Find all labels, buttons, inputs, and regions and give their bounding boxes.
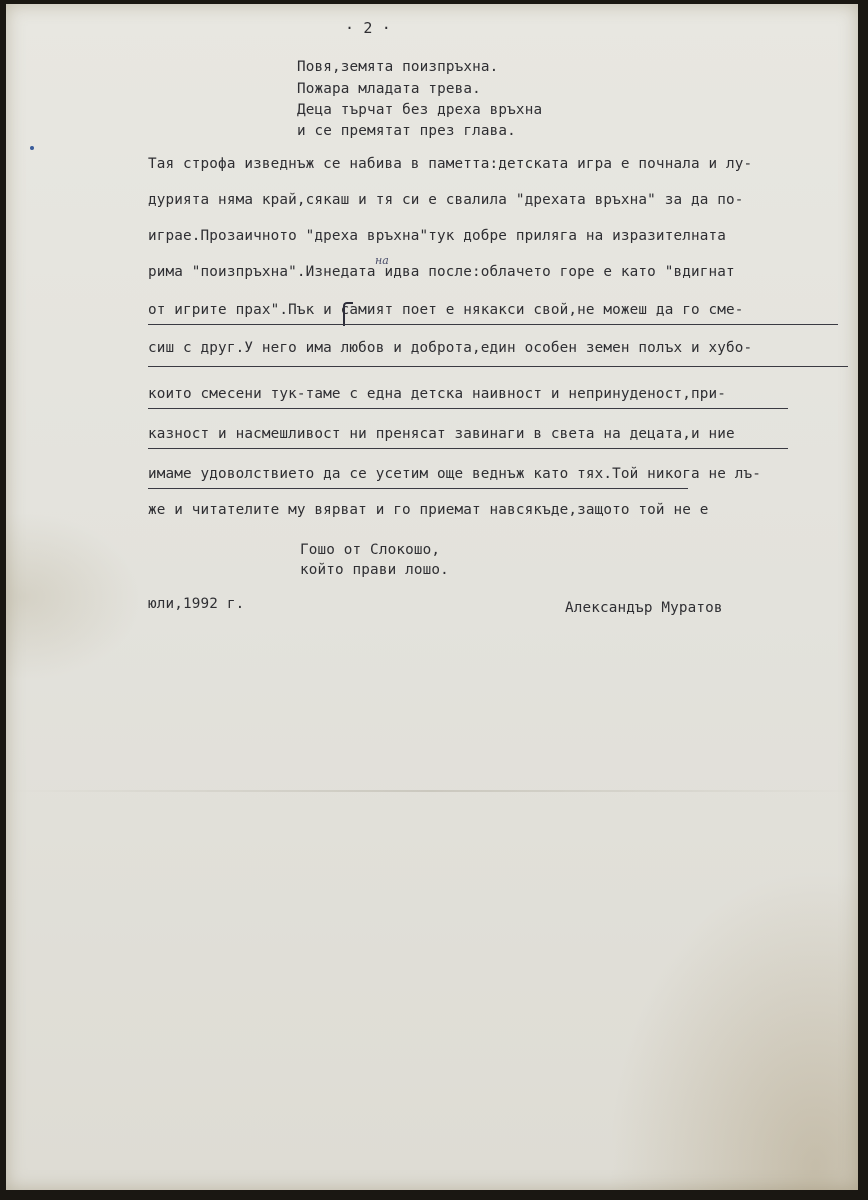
ink-dot: [30, 146, 34, 150]
underline-1: [148, 324, 838, 325]
page-number: · 2 ·: [345, 19, 391, 37]
prose-line-7: които смесени тук-таме с една детска наивност и непринуденост,при-: [148, 386, 726, 402]
prose-line-4: рима "поизпръхна".Изнедата идва после:облачето горе е като "вдигнат: [148, 264, 735, 280]
poem-line-4: и се премятат през глава.: [297, 123, 516, 139]
prose-line-8: казност и насмешливост ни пренясат завинаги в света на децата,и ние: [148, 426, 735, 442]
prose-line-9: имаме удоволствието да се усетим още веднъж като тях.Той никога не лъ-: [148, 466, 762, 482]
quote-line-2: който прави лошо.: [300, 562, 449, 578]
handwritten-insert: на: [375, 254, 389, 267]
prose-line-5: от игрите прах".Пък и самият поет е някакси свой,не можеш да го сме-: [148, 302, 744, 318]
prose-line-6: сиш с друг.У него има любов и доброта,един особен земен полъх и хубо-: [148, 340, 753, 356]
paper-fold: [6, 790, 858, 792]
quote-line-1: Гошо от Слокошо,: [300, 542, 441, 558]
prose-line-3: играе.Прозаичното "дреха връхна"тук добре приляга на изразителната: [148, 228, 726, 244]
underline-3: [148, 408, 788, 409]
author-name: Александър Муратов: [565, 600, 723, 616]
paper-sheet: [6, 4, 858, 1190]
underline-2: [148, 366, 848, 367]
underline-4: [148, 448, 788, 449]
prose-line-2: дурията няма край,сякаш и тя си е свалила "дрехата връхна" за да по-: [148, 192, 744, 208]
prose-line-1: Тая строфа изведнъж се набива в паметта:детската игра е почнала и лу-: [148, 156, 753, 172]
date: юли,1992 г.: [148, 596, 245, 612]
handwritten-bracket: [343, 302, 353, 326]
prose-line-10: же и читателите му вярват и го приемат навсякъде,защото той не е: [148, 502, 709, 518]
underline-5: [148, 488, 688, 489]
poem-line-1: Повя,земята поизпръхна.: [297, 59, 499, 75]
poem-line-2: Пожара младата трева.: [297, 81, 481, 97]
poem-line-3: Деца търчат без дреха връхна: [297, 102, 543, 118]
